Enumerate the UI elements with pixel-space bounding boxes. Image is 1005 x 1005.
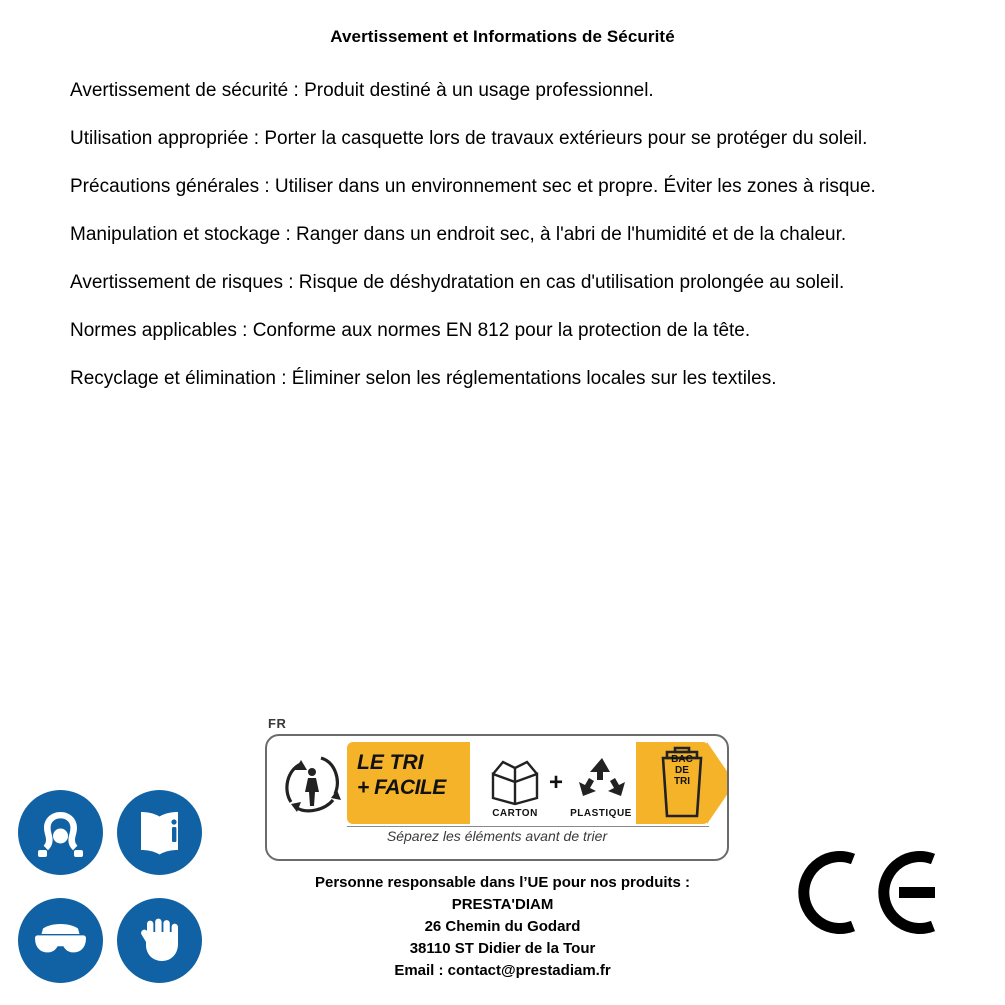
bin-label-line1: BAC: [671, 754, 693, 765]
recycling-footer-text: Séparez les éléments avant de trier: [386, 828, 608, 844]
bin-label: [659, 754, 705, 787]
list-item: Avertissement de sécurité : Produit destiné à un usage professionnel.: [70, 80, 654, 101]
ce-mark-icon: [795, 845, 955, 940]
divider: [347, 826, 709, 827]
responsible-person-block: [230, 872, 775, 982]
recycling-headline: [357, 750, 467, 800]
plastique-label: PLASTIQUE: [570, 808, 632, 819]
bin-label-line2: DE: [675, 765, 689, 776]
list-item: Recyclage et élimination : Éliminer selon les réglementations locales sur les textiles.: [70, 368, 777, 389]
safety-info-list: [70, 78, 950, 414]
triman-icon: [281, 750, 343, 816]
recycling-headline-line2: + FACILE: [357, 776, 446, 799]
page-title: Avertissement et Informations de Sécurité: [330, 27, 675, 46]
responsible-person-city: 38110 ST Didier de la Tour: [409, 940, 596, 957]
recycling-info-block: [265, 716, 730, 861]
bin-label-line3: TRI: [673, 776, 691, 787]
responsible-person-company: PRESTA'DIAM: [451, 896, 554, 913]
read-instructions-icon: [117, 790, 202, 875]
list-item: Avertissement de risques : Risque de déshydratation en cas d'utilisation prolongée au soleil.: [70, 272, 845, 293]
plastic-recycle-icon: [573, 754, 631, 806]
hand-protection-gloves-icon: [117, 898, 202, 983]
carton-box-icon: [485, 754, 545, 806]
recycling-language-tag: FR: [268, 716, 287, 731]
ear-protection-icon: [18, 790, 103, 875]
eye-protection-icon: [18, 898, 103, 983]
responsible-person-heading: Personne responsable dans l’UE pour nos produits :: [314, 874, 691, 891]
responsible-person-email: Email : contact@prestadiam.fr: [394, 962, 611, 979]
list-item: Utilisation appropriée : Porter la casquette lors de travaux extérieurs pour se protéger du soleil.: [70, 128, 868, 149]
mandatory-pictogram-group: [18, 790, 218, 980]
carton-label: CARTON: [492, 808, 538, 819]
responsible-person-street: 26 Chemin du Godard: [424, 918, 581, 935]
list-item: Précautions générales : Utiliser dans un environnement sec et propre. Éviter les zones à risque.: [70, 176, 876, 197]
list-item: Normes applicables : Conforme aux normes EN 812 pour la protection de la tête.: [70, 320, 751, 341]
list-item: Manipulation et stockage : Ranger dans un endroit sec, à l'abri de l'humidité et de la chaleur.: [70, 224, 847, 245]
recycling-headline-line1: LE TRI: [357, 751, 424, 774]
plus-sign: +: [549, 769, 564, 796]
recycling-badge: [265, 734, 729, 861]
